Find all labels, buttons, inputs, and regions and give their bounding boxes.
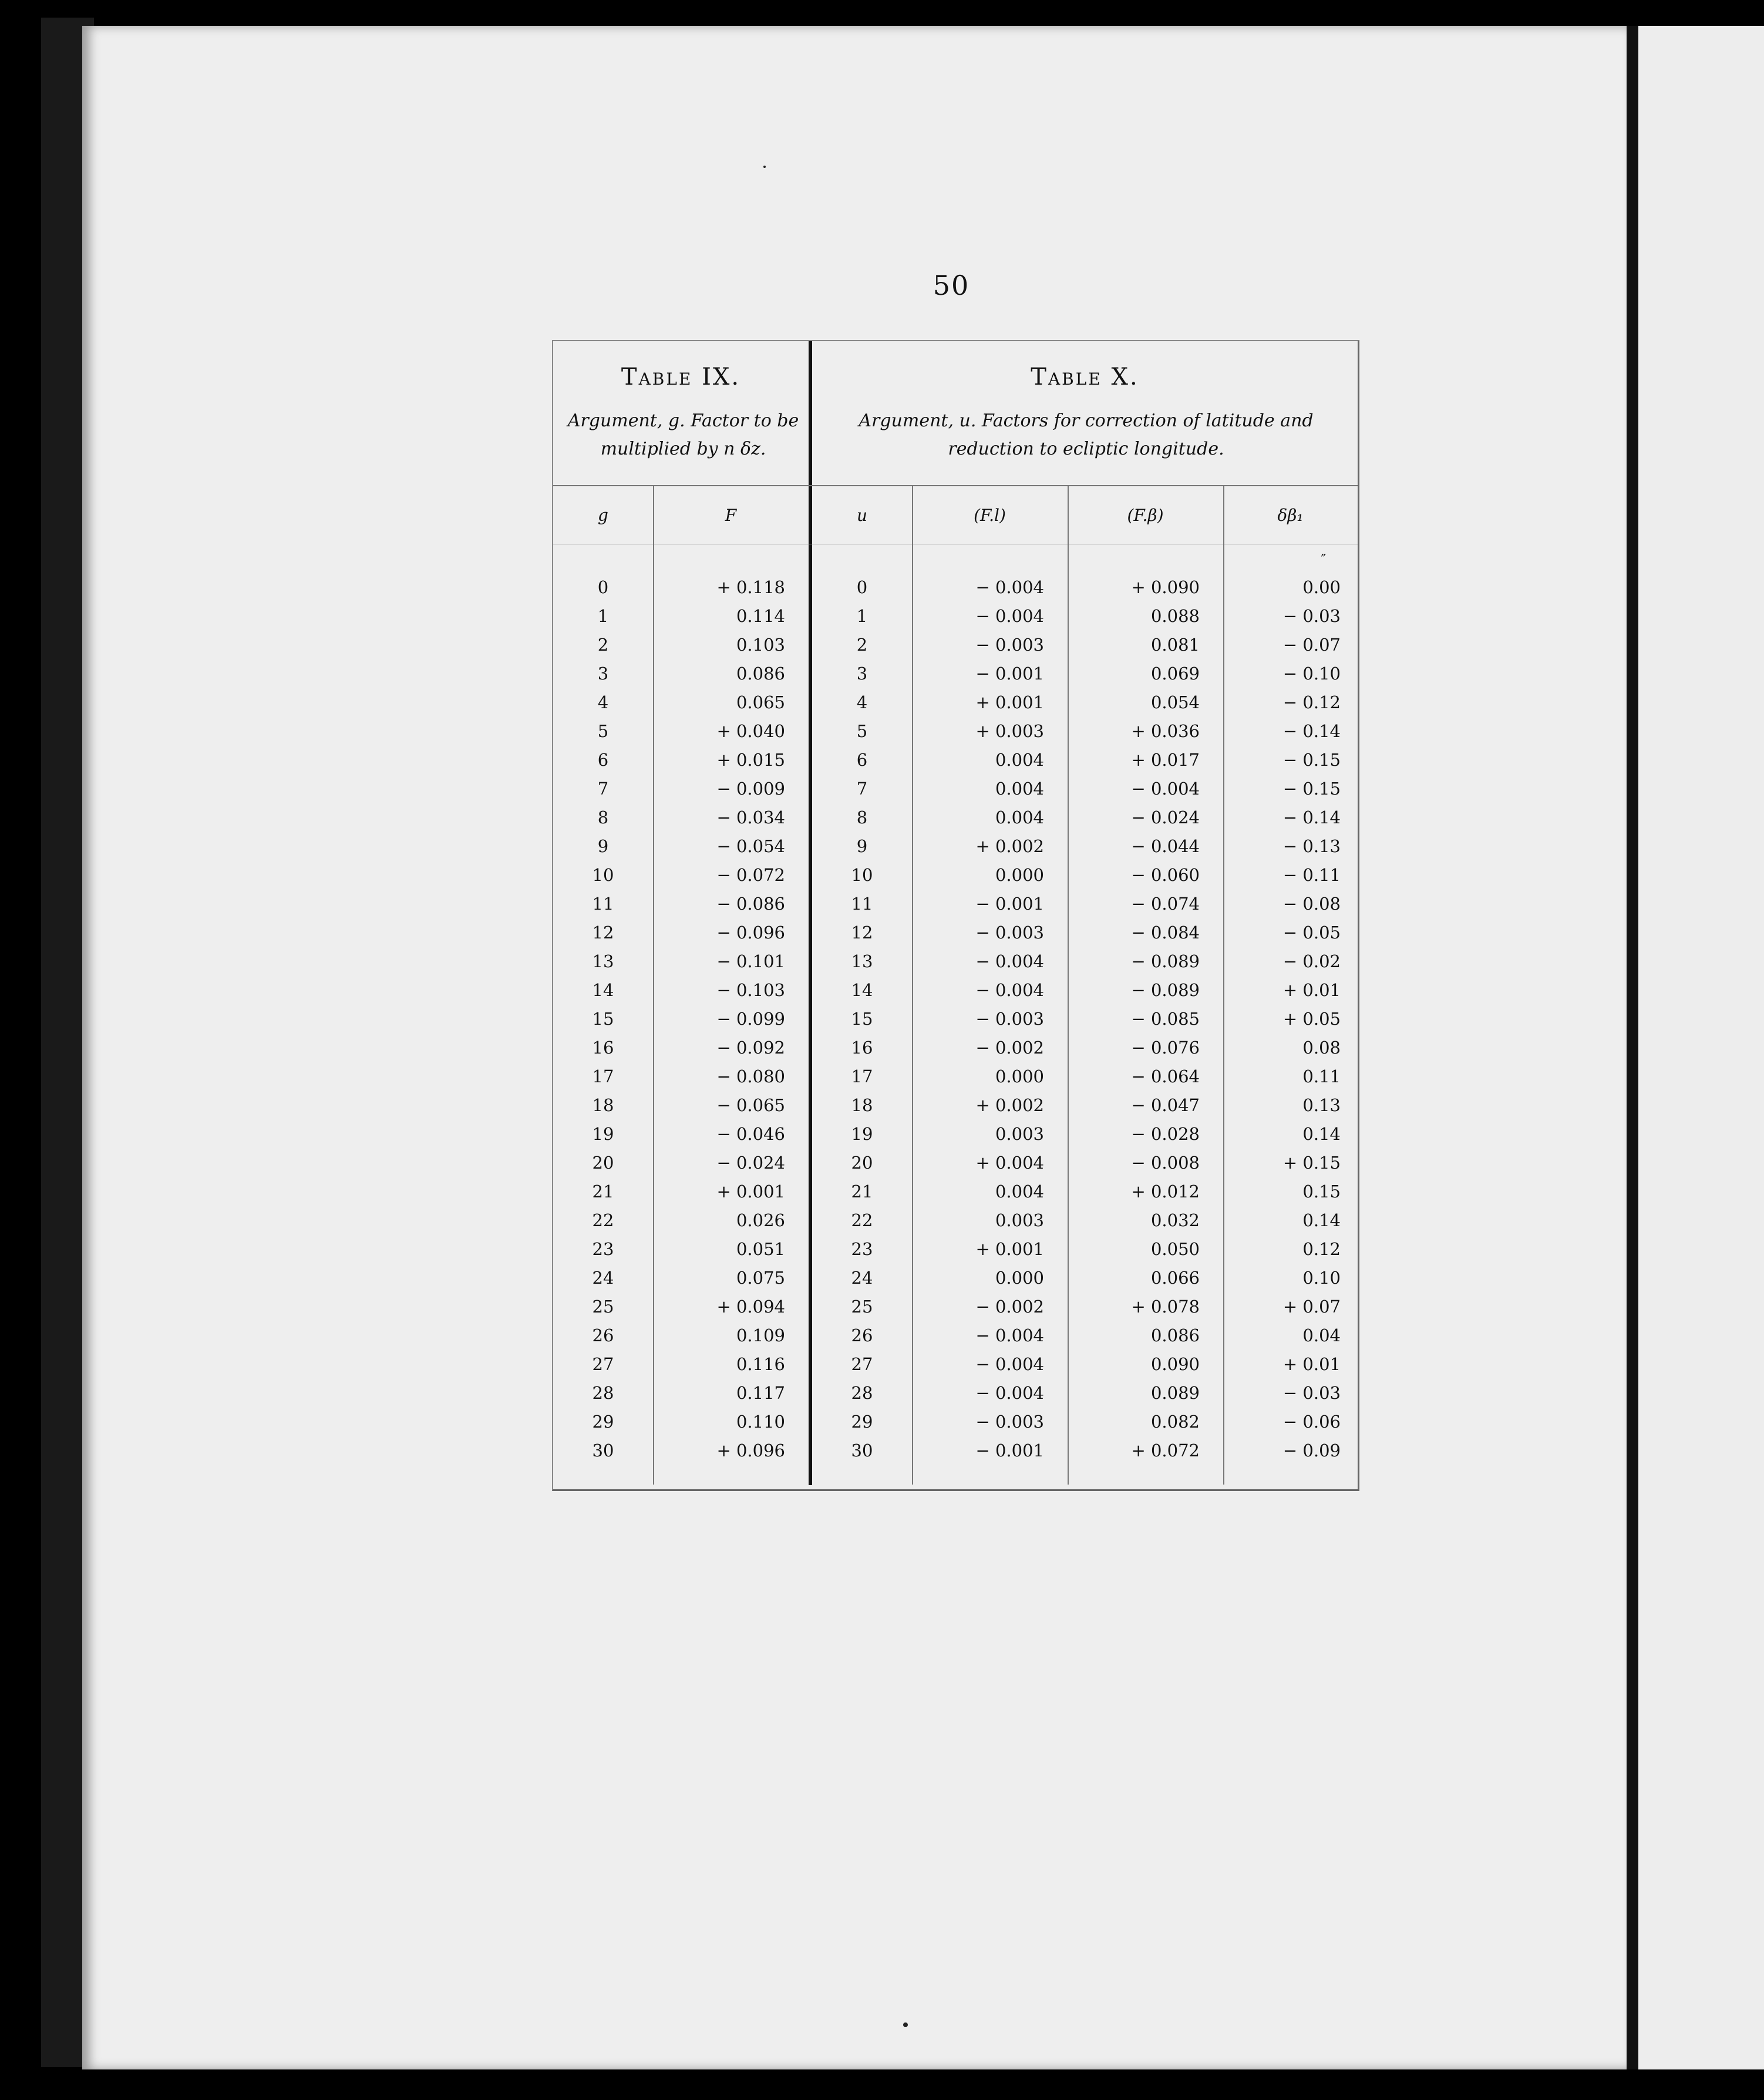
cell-g: 13 bbox=[592, 951, 614, 971]
cell-F: 0.109 bbox=[736, 1325, 785, 1345]
cell-delta-beta: − 0.08 bbox=[1282, 894, 1341, 914]
column-header-delta-beta: δβ₁ bbox=[1277, 506, 1304, 525]
table-row bbox=[553, 918, 1358, 947]
cell-Fl: + 0.001 bbox=[975, 1239, 1044, 1259]
cell-Fl: − 0.001 bbox=[975, 664, 1044, 684]
paper-speck bbox=[903, 2022, 908, 2027]
cell-Fl: − 0.001 bbox=[975, 894, 1044, 914]
cell-delta-beta: − 0.02 bbox=[1282, 951, 1341, 971]
cell-Fl: 0.003 bbox=[995, 1124, 1044, 1144]
cell-Fbeta: 0.086 bbox=[1150, 1325, 1200, 1345]
cell-g: 24 bbox=[592, 1268, 614, 1288]
cell-delta-beta: 0.13 bbox=[1302, 1095, 1341, 1115]
cell-F: 0.110 bbox=[736, 1412, 785, 1432]
cell-Fbeta: + 0.036 bbox=[1131, 721, 1200, 741]
cell-Fbeta: + 0.017 bbox=[1131, 750, 1200, 770]
table-row bbox=[553, 1091, 1358, 1119]
cell-Fbeta: − 0.085 bbox=[1131, 1009, 1200, 1029]
cell-F: 0.065 bbox=[736, 692, 785, 712]
cell-Fbeta: − 0.004 bbox=[1131, 779, 1200, 799]
cell-u: 2 bbox=[856, 635, 868, 655]
cell-delta-beta: 0.04 bbox=[1302, 1325, 1341, 1345]
cell-Fbeta: 0.089 bbox=[1150, 1383, 1200, 1403]
table-row bbox=[553, 1408, 1358, 1436]
cell-Fl: + 0.002 bbox=[975, 836, 1044, 856]
cell-F: + 0.096 bbox=[716, 1441, 785, 1460]
table-row bbox=[553, 631, 1358, 659]
cell-F: 0.103 bbox=[736, 635, 785, 655]
tables-ix-x bbox=[552, 340, 1359, 1491]
seconds-unit-mark: ″ bbox=[1321, 551, 1327, 568]
column-header-Fl: (F.l) bbox=[974, 506, 1006, 525]
table-x-caption: Argument, u. Factors for correction of latitude and reduction to ecliptic longitude. bbox=[859, 410, 1314, 459]
cell-u: 19 bbox=[851, 1124, 873, 1144]
paper-speck bbox=[763, 166, 766, 168]
cell-g: 5 bbox=[597, 721, 609, 741]
table-row bbox=[553, 1177, 1358, 1206]
cell-Fbeta: − 0.074 bbox=[1131, 894, 1200, 914]
cell-u: 3 bbox=[856, 664, 868, 684]
cell-F: − 0.096 bbox=[716, 923, 785, 943]
cell-g: 26 bbox=[592, 1325, 614, 1345]
table-row bbox=[553, 861, 1358, 889]
cell-Fbeta: 0.069 bbox=[1150, 664, 1200, 684]
cell-g: 14 bbox=[592, 980, 614, 1000]
cell-delta-beta: − 0.03 bbox=[1282, 606, 1341, 626]
table-row bbox=[553, 1062, 1358, 1091]
cell-F: − 0.009 bbox=[716, 779, 785, 799]
cell-u: 30 bbox=[851, 1441, 873, 1460]
cell-delta-beta: − 0.14 bbox=[1282, 807, 1341, 827]
cell-g: 25 bbox=[592, 1297, 614, 1317]
cell-Fl: 0.000 bbox=[995, 1066, 1044, 1086]
cell-delta-beta: 0.12 bbox=[1302, 1239, 1341, 1259]
cell-Fl: 0.004 bbox=[995, 807, 1044, 827]
cell-F: − 0.024 bbox=[716, 1153, 785, 1173]
table-row bbox=[553, 1149, 1358, 1177]
cell-Fl: − 0.003 bbox=[975, 923, 1044, 943]
cell-u: 16 bbox=[851, 1038, 873, 1058]
cell-u: 15 bbox=[851, 1009, 873, 1029]
cell-Fl: 0.004 bbox=[995, 779, 1044, 799]
cell-u: 23 bbox=[851, 1239, 873, 1259]
facing-page-edge bbox=[1638, 26, 1764, 2069]
cell-Fbeta: + 0.090 bbox=[1131, 577, 1200, 597]
table-row bbox=[553, 1436, 1358, 1465]
cell-Fbeta: 0.082 bbox=[1150, 1412, 1200, 1432]
table-ix-caption: Argument, g. Factor to be multiplied by n δz. bbox=[567, 410, 799, 459]
cell-u: 1 bbox=[856, 606, 868, 626]
cell-F: 0.086 bbox=[736, 664, 785, 684]
cell-u: 29 bbox=[851, 1412, 873, 1432]
book-page bbox=[82, 26, 1627, 2069]
cell-delta-beta: 0.00 bbox=[1302, 577, 1341, 597]
cell-F: + 0.094 bbox=[716, 1297, 785, 1317]
column-header-g: g bbox=[598, 506, 608, 525]
cell-g: 7 bbox=[597, 779, 609, 799]
cell-u: 27 bbox=[851, 1354, 873, 1374]
cell-g: 17 bbox=[592, 1066, 614, 1086]
cell-Fbeta: 0.090 bbox=[1150, 1354, 1200, 1374]
cell-u: 26 bbox=[851, 1325, 873, 1345]
cell-Fbeta: + 0.078 bbox=[1131, 1297, 1200, 1317]
cell-delta-beta: − 0.12 bbox=[1282, 692, 1341, 712]
cell-F: − 0.034 bbox=[716, 807, 785, 827]
cell-F: − 0.065 bbox=[716, 1095, 785, 1115]
table-row bbox=[553, 1235, 1358, 1263]
table-row bbox=[553, 659, 1358, 688]
cell-u: 9 bbox=[856, 836, 868, 856]
cell-Fl: 0.004 bbox=[995, 1182, 1044, 1202]
cell-g: 22 bbox=[592, 1210, 614, 1230]
cell-g: 27 bbox=[592, 1354, 614, 1374]
cell-g: 4 bbox=[597, 692, 609, 712]
cell-Fbeta: 0.088 bbox=[1150, 606, 1200, 626]
cell-Fbeta: 0.081 bbox=[1150, 635, 1200, 655]
page-number: 50 bbox=[933, 270, 970, 301]
cell-g: 18 bbox=[592, 1095, 614, 1115]
cell-delta-beta: − 0.10 bbox=[1282, 664, 1341, 684]
cell-delta-beta: + 0.05 bbox=[1282, 1009, 1341, 1029]
table-row bbox=[553, 602, 1358, 630]
cell-g: 1 bbox=[597, 606, 609, 626]
table-row bbox=[553, 573, 1358, 601]
cell-delta-beta: 0.15 bbox=[1302, 1182, 1341, 1202]
cell-g: 28 bbox=[592, 1383, 614, 1403]
table-row bbox=[553, 1120, 1358, 1148]
cell-F: − 0.072 bbox=[716, 865, 785, 885]
cell-g: 8 bbox=[597, 807, 609, 827]
table-row bbox=[553, 803, 1358, 832]
cell-Fbeta: − 0.024 bbox=[1131, 807, 1200, 827]
cell-Fbeta: − 0.089 bbox=[1131, 980, 1200, 1000]
table-row bbox=[553, 775, 1358, 803]
cell-F: 0.026 bbox=[736, 1210, 785, 1230]
cell-u: 4 bbox=[856, 692, 868, 712]
cell-Fl: − 0.004 bbox=[975, 1383, 1044, 1403]
cell-F: 0.075 bbox=[736, 1268, 785, 1288]
cell-u: 20 bbox=[851, 1153, 873, 1173]
cell-delta-beta: 0.10 bbox=[1302, 1268, 1341, 1288]
cell-u: 18 bbox=[851, 1095, 873, 1115]
table-row bbox=[553, 1034, 1358, 1062]
cell-F: − 0.046 bbox=[716, 1124, 785, 1144]
cell-delta-beta: − 0.07 bbox=[1282, 635, 1341, 655]
page-gutter bbox=[1627, 26, 1638, 2069]
cell-F: − 0.086 bbox=[716, 894, 785, 914]
table-row bbox=[553, 1350, 1358, 1378]
cell-Fbeta: − 0.060 bbox=[1131, 865, 1200, 885]
cell-delta-beta: + 0.15 bbox=[1282, 1153, 1341, 1173]
cell-u: 25 bbox=[851, 1297, 873, 1317]
cell-F: 0.117 bbox=[736, 1383, 785, 1403]
cell-u: 12 bbox=[851, 923, 873, 943]
cell-g: 3 bbox=[597, 664, 609, 684]
cell-delta-beta: + 0.01 bbox=[1282, 980, 1341, 1000]
cell-u: 10 bbox=[851, 865, 873, 885]
cell-g: 11 bbox=[592, 894, 614, 914]
cell-Fl: − 0.004 bbox=[975, 1325, 1044, 1345]
cell-Fbeta: 0.050 bbox=[1150, 1239, 1200, 1259]
table-ix-title: Table IX. bbox=[621, 364, 741, 391]
table-row bbox=[553, 688, 1358, 716]
cell-Fl: − 0.003 bbox=[975, 1009, 1044, 1029]
cell-Fbeta: 0.054 bbox=[1150, 692, 1200, 712]
table-row bbox=[553, 1206, 1358, 1234]
cell-Fbeta: 0.032 bbox=[1150, 1210, 1200, 1230]
cell-u: 21 bbox=[851, 1182, 873, 1202]
cell-g: 21 bbox=[592, 1182, 614, 1202]
cell-F: 0.114 bbox=[736, 606, 785, 626]
cell-delta-beta: − 0.14 bbox=[1282, 721, 1341, 741]
cell-delta-beta: − 0.05 bbox=[1282, 923, 1341, 943]
cell-Fl: + 0.004 bbox=[975, 1153, 1044, 1173]
cell-g: 10 bbox=[592, 865, 614, 885]
cell-Fl: + 0.001 bbox=[975, 692, 1044, 712]
cell-Fl: − 0.004 bbox=[975, 1354, 1044, 1374]
cell-delta-beta: 0.14 bbox=[1302, 1124, 1341, 1144]
cell-Fl: 0.000 bbox=[995, 865, 1044, 885]
cell-g: 0 bbox=[597, 577, 609, 597]
table-row bbox=[553, 1293, 1358, 1321]
cell-u: 6 bbox=[856, 750, 868, 770]
cell-delta-beta: + 0.07 bbox=[1282, 1297, 1341, 1317]
cell-F: + 0.015 bbox=[716, 750, 785, 770]
cell-delta-beta: − 0.03 bbox=[1282, 1383, 1341, 1403]
cell-F: − 0.099 bbox=[716, 1009, 785, 1029]
cell-Fl: − 0.002 bbox=[975, 1038, 1044, 1058]
cell-g: 6 bbox=[597, 750, 609, 770]
cell-delta-beta: − 0.09 bbox=[1282, 1441, 1341, 1460]
cell-g: 2 bbox=[597, 635, 609, 655]
cell-F: − 0.054 bbox=[716, 836, 785, 856]
table-row bbox=[553, 890, 1358, 918]
cell-F: + 0.001 bbox=[716, 1182, 785, 1202]
cell-Fl: − 0.003 bbox=[975, 1412, 1044, 1432]
cell-Fbeta: − 0.089 bbox=[1131, 951, 1200, 971]
cell-g: 12 bbox=[592, 923, 614, 943]
cell-g: 23 bbox=[592, 1239, 614, 1259]
cell-u: 8 bbox=[856, 807, 868, 827]
cell-u: 24 bbox=[851, 1268, 873, 1288]
header-rule bbox=[553, 485, 1358, 486]
cell-g: 15 bbox=[592, 1009, 614, 1029]
cell-F: − 0.101 bbox=[716, 951, 785, 971]
cell-g: 29 bbox=[592, 1412, 614, 1432]
cell-Fl: − 0.001 bbox=[975, 1441, 1044, 1460]
table-row bbox=[553, 832, 1358, 860]
cell-delta-beta: 0.08 bbox=[1302, 1038, 1341, 1058]
cell-Fl: 0.000 bbox=[995, 1268, 1044, 1288]
table-row bbox=[553, 1005, 1358, 1033]
cell-Fl: − 0.004 bbox=[975, 577, 1044, 597]
cell-F: − 0.103 bbox=[716, 980, 785, 1000]
cell-g: 19 bbox=[592, 1124, 614, 1144]
cell-F: + 0.040 bbox=[716, 721, 785, 741]
column-header-Fbeta: (F.β) bbox=[1127, 506, 1164, 525]
cell-Fbeta: + 0.012 bbox=[1131, 1182, 1200, 1202]
cell-delta-beta: 0.11 bbox=[1302, 1066, 1341, 1086]
cell-F: 0.116 bbox=[736, 1354, 785, 1374]
table-row bbox=[553, 976, 1358, 1004]
cell-u: 11 bbox=[851, 894, 873, 914]
cell-u: 0 bbox=[856, 577, 868, 597]
cell-F: − 0.092 bbox=[716, 1038, 785, 1058]
cell-F: − 0.080 bbox=[716, 1066, 785, 1086]
scan-border-bottom bbox=[0, 2069, 1764, 2100]
cell-delta-beta: − 0.15 bbox=[1282, 779, 1341, 799]
cell-Fbeta: − 0.044 bbox=[1131, 836, 1200, 856]
cell-u: 17 bbox=[851, 1066, 873, 1086]
cell-Fbeta: − 0.047 bbox=[1131, 1095, 1200, 1115]
cell-delta-beta: − 0.13 bbox=[1282, 836, 1341, 856]
cell-Fl: − 0.003 bbox=[975, 635, 1044, 655]
cell-Fl: − 0.002 bbox=[975, 1297, 1044, 1317]
cell-u: 13 bbox=[851, 951, 873, 971]
cell-u: 7 bbox=[856, 779, 868, 799]
cell-F: 0.051 bbox=[736, 1239, 785, 1259]
table-row bbox=[553, 717, 1358, 745]
table-x-title: Table X. bbox=[1031, 364, 1139, 391]
cell-Fbeta: − 0.064 bbox=[1131, 1066, 1200, 1086]
cell-Fbeta: + 0.072 bbox=[1131, 1441, 1200, 1460]
cell-Fbeta: − 0.028 bbox=[1131, 1124, 1200, 1144]
table-row bbox=[553, 947, 1358, 975]
cell-delta-beta: − 0.06 bbox=[1282, 1412, 1341, 1432]
cell-Fl: − 0.004 bbox=[975, 606, 1044, 626]
cell-u: 5 bbox=[856, 721, 868, 741]
cell-Fbeta: 0.066 bbox=[1150, 1268, 1200, 1288]
cell-delta-beta: + 0.01 bbox=[1282, 1354, 1341, 1374]
table-row bbox=[553, 1379, 1358, 1407]
cell-Fl: − 0.004 bbox=[975, 951, 1044, 971]
cell-Fl: − 0.004 bbox=[975, 980, 1044, 1000]
cell-delta-beta: − 0.15 bbox=[1282, 750, 1341, 770]
cell-Fbeta: − 0.008 bbox=[1131, 1153, 1200, 1173]
cell-Fl: + 0.003 bbox=[975, 721, 1044, 741]
cell-delta-beta: 0.14 bbox=[1302, 1210, 1341, 1230]
table-row bbox=[553, 746, 1358, 774]
cell-delta-beta: − 0.11 bbox=[1282, 865, 1341, 885]
cell-g: 9 bbox=[597, 836, 609, 856]
cell-g: 30 bbox=[592, 1441, 614, 1460]
column-header-u: u bbox=[856, 506, 868, 525]
cell-u: 14 bbox=[851, 980, 873, 1000]
cell-Fl: 0.004 bbox=[995, 750, 1044, 770]
cell-F: + 0.118 bbox=[716, 577, 785, 597]
cell-u: 22 bbox=[851, 1210, 873, 1230]
cell-g: 20 bbox=[592, 1153, 614, 1173]
cell-u: 28 bbox=[851, 1383, 873, 1403]
scan-border-top bbox=[0, 0, 1764, 26]
cell-Fbeta: − 0.084 bbox=[1131, 923, 1200, 943]
cell-Fbeta: − 0.076 bbox=[1131, 1038, 1200, 1058]
table-row bbox=[553, 1321, 1358, 1349]
table-row bbox=[553, 1264, 1358, 1292]
column-header-F: F bbox=[725, 506, 737, 525]
cell-Fl: 0.003 bbox=[995, 1210, 1044, 1230]
cell-g: 16 bbox=[592, 1038, 614, 1058]
cell-Fl: + 0.002 bbox=[975, 1095, 1044, 1115]
